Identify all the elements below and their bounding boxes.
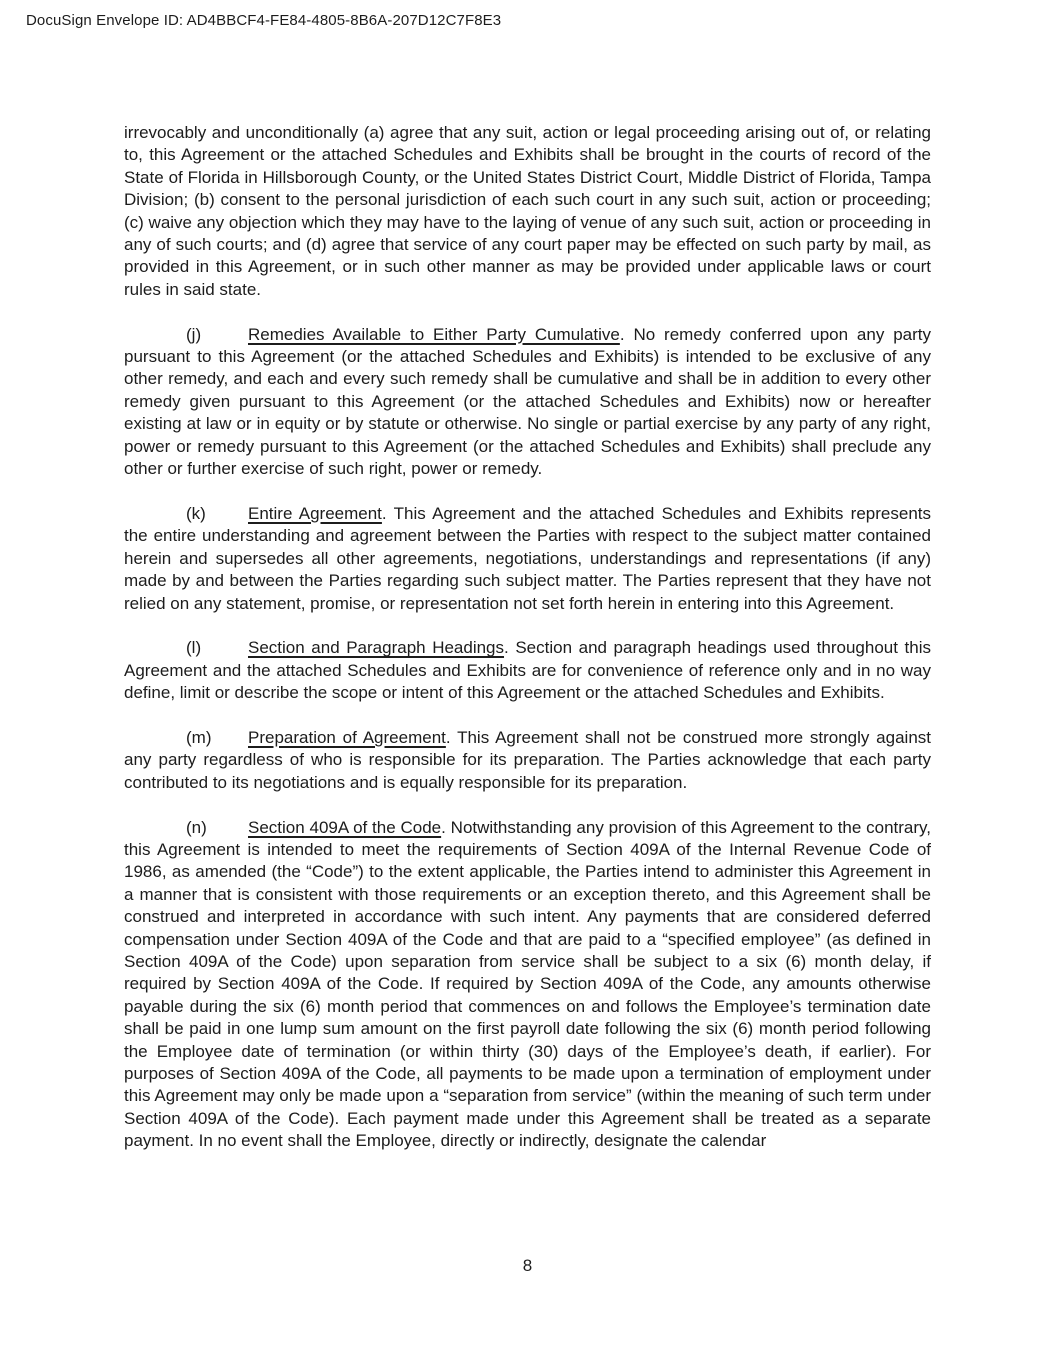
section-label: (m) xyxy=(186,727,212,747)
paragraph-l xyxy=(124,637,931,704)
paragraph-text: Notwithstanding any provision of this Agreement to the contrary, this Agreement is intended to meet the requirements of Section 409A of the Internal Revenue Code of 1986, as amended (the “Code”) to the extent applicable, the Parties intend to administer this Agreement in a manner that is consistent with those requirements or an exception thereto, and this Agreement shall be construed and interpreted in accordance with such intent. Any payments that are considered deferred compensation under Section 409A of the Code and that are paid to a “specified employee” (as defined in Section 409A of the Code) upon separation from service shall be subject to a six (6) month delay, if required by Section 409A of the Code. If required by Section 409A of the Code, any amounts otherwise payable during the six (6) month period that commences on and follows the Employee’s termination date shall be paid in one lump sum amount on the first payroll date following the six (6) month period following the Employee date of termination (or within thirty (30) days of the Employee’s death, if earlier). For purposes of Section 409A of the Code, all payments to be made upon a termination of employment under this Agreement may only be made upon a “separation from service” (within the meaning of such term under Section 409A of the Code). Each payment made under this Agreement shall be treated as a separate payment. In no event shall the Employee, directly or indirectly, designate the calendar xyxy=(124,817,932,1151)
paragraph-text: This Agreement and the attached Schedules and Exhibits represents the entire understanding and agreement between the Parties with respect to the subject matter contained herein and supersedes all other agreements, negotiations, understandings and representations (if any) made by and between the Parties regarding such subject matter. The Parties represent that they have not relied on any statement, promise, or representation not set forth herein in entering into this Agreement. xyxy=(124,503,931,613)
heading-separator: . xyxy=(504,638,509,658)
docusign-envelope-id: DocuSign Envelope ID: AD4BBCF4-FE84-4805-8B6A-207D12C7F8E3 xyxy=(26,12,502,29)
section-label: (j) xyxy=(186,324,202,344)
paragraph-n xyxy=(124,817,931,1153)
paragraph-text: No remedy conferred upon any party pursuant to this Agreement (or the attached Schedules and Exhibits) is intended to be exclusive of any other remedy, and each and every such remedy shall be cumulative and shall be in addition to every other remedy given pursuant to this Agreement (or the attached Schedules and Exhibits) now or hereafter existing at law or in equity or by statute or otherwise. No single or partial exercise by any party of any right, power or remedy pursuant to this Agreement (or the attached Schedules and Exhibits) shall preclude any other or further exercise of such right, power or remedy. xyxy=(124,324,931,479)
paragraph-m xyxy=(124,727,931,794)
heading-separator: . xyxy=(619,324,625,344)
section-heading: Preparation of Agreement xyxy=(248,727,446,747)
paragraph-text: This Agreement shall not be construed more strongly against any party regardless of who is responsible for its preparation. The Parties acknowledge that each party contributed to its negotiations and is equally responsible for its preparation. xyxy=(124,727,931,792)
section-label: (k) xyxy=(186,503,206,523)
section-label: (n) xyxy=(186,817,207,837)
document-body xyxy=(124,122,931,1153)
section-heading: Section and Paragraph Headings xyxy=(248,638,505,658)
paragraph-k xyxy=(124,503,931,615)
section-heading: Section 409A of the Code xyxy=(248,817,442,837)
page-number: 8 xyxy=(522,1256,533,1275)
heading-separator: . xyxy=(381,503,387,523)
section-heading: Remedies Available to Either Party Cumulative xyxy=(248,324,620,344)
section-label: (l) xyxy=(186,638,202,658)
section-heading: Entire Agreement xyxy=(248,503,382,523)
paragraph-continuation xyxy=(124,122,931,301)
heading-separator: . xyxy=(441,817,446,837)
paragraph-j xyxy=(124,324,931,481)
heading-separator: . xyxy=(445,727,451,747)
paragraph-text: Section and paragraph headings used throughout this Agreement and the attached Schedules and Exhibits are for convenience of reference only and in no way define, limit or describe the scope or intent of this Agreement or the attached Schedules and Exhibits. xyxy=(124,638,931,703)
paragraph-text: irrevocably and unconditionally (a) agree that any suit, action or legal proceeding arising out of, or relating to, this Agreement or the attached Schedules and Exhibits shall be brought in the courts of record of the State of Florida in Hillsborough County, or the United States District Court, Middle District of Florida, Tampa Division; (b) consent to the personal jurisdiction of each such court in any such suit, action or proceeding; (c) waive any objection which they may have to the laying of venue of any such suit, action or proceeding in any of such courts; and (d) agree that service of any court paper may be effected on such party by mail, as provided in this Agreement, or in such other manner as may be provided under applicable laws or court rules in said state. xyxy=(124,123,932,299)
